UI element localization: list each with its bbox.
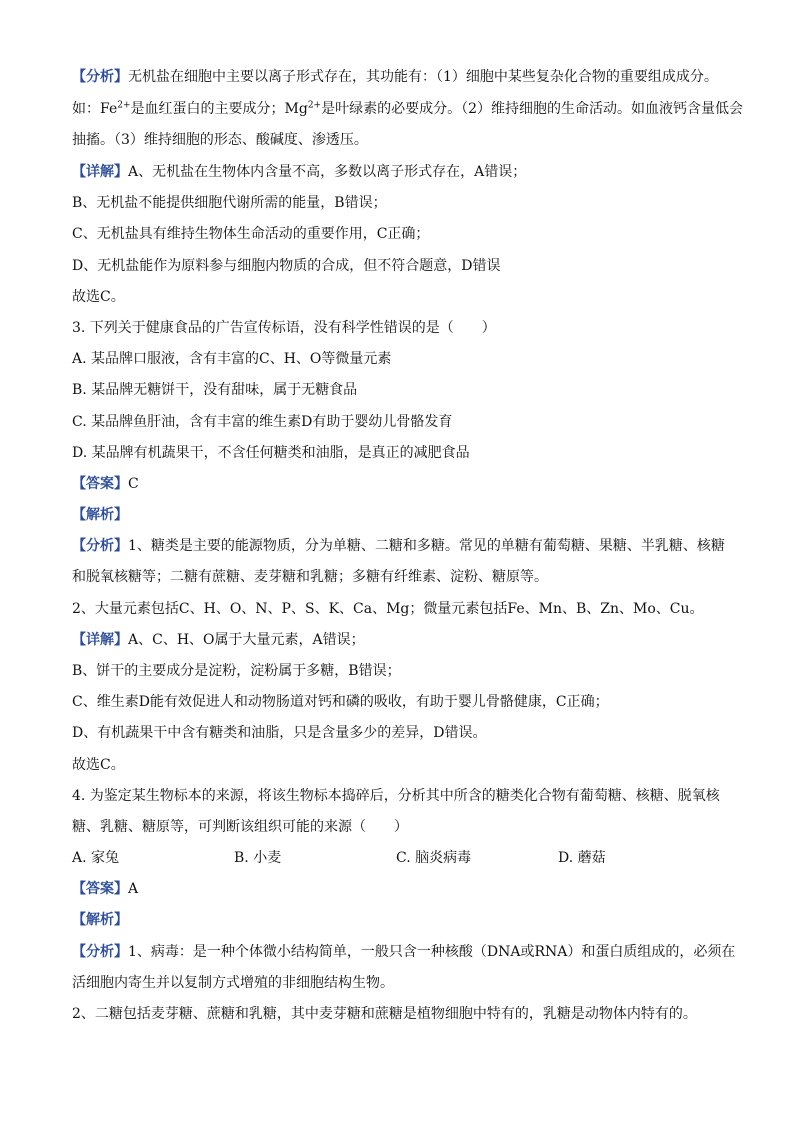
question-3-stem: 3. 下列关于健康食品的广告宣传标语，没有科学性错误的是（ ） xyxy=(72,320,496,336)
analysis-paragraph-line-3: 抽搐。（3）维持细胞的形态、酸碱度、渗透压。 xyxy=(72,132,368,148)
question-3-fx-line-2: 和脱氧核糖等；二糖有蔗糖、麦芽糖和乳糖；多糖有纤维素、淀粉、糖原等。 xyxy=(72,569,548,585)
conclusion-line: 故选C。 xyxy=(72,289,125,305)
question-3-option-d: D. 某品牌有机蔬果干，不含任何糖类和油脂，是真正的减肥食品 xyxy=(72,445,470,461)
question-3-answer xyxy=(72,474,732,494)
fx-tag: 【分析】 xyxy=(72,944,128,960)
detail-tag: 【详解】 xyxy=(72,164,128,180)
question-4-options xyxy=(72,848,732,868)
question-3-xj-line-3: C、维生素D能有效促进人和动物肠道对钙和磷的吸收，有助于婴儿骨骼健康，C正确； xyxy=(72,694,609,710)
question-4-fx-line-2: 活细胞内寄生并以复制方式增殖的非细胞结构生物。 xyxy=(72,975,394,991)
detail-line-c: C、无机盐具有维持生物体生命活动的重要作用，C正确； xyxy=(72,226,430,242)
analysis-paragraph-line-1 xyxy=(72,67,732,87)
text-part: 是血红蛋白的主要成分；Mg xyxy=(130,101,308,117)
question-4-stem-line-2: 糖、乳糖、糖原等，可判断该组织可能的来源（ ） xyxy=(72,819,408,835)
question-3-option-c: C. 某品牌鱼肝油，含有丰富的维生素D有助于婴幼儿骨骼发育 xyxy=(72,414,453,430)
question-4-fx-line-1 xyxy=(72,942,736,962)
fx-text: 1、病毒：是一种个体微小结构简单，一般只含一种核酸（DNA或RNA）和蛋白质组成的，必须在 xyxy=(128,944,736,960)
question-3-analysis-heading xyxy=(72,505,732,525)
question-3-fx-line-1 xyxy=(72,536,732,556)
analysis-heading-tag: 【解析】 xyxy=(72,912,128,928)
analysis-heading-tag: 【解析】 xyxy=(72,507,128,523)
question-4-option-d: D. 蘑菇 xyxy=(558,850,606,866)
answer-value: A xyxy=(128,881,139,897)
superscript: 2+ xyxy=(307,100,322,111)
question-4-option-a: A. 家兔 xyxy=(72,850,120,866)
text-part: 如：Fe xyxy=(72,101,118,117)
fx-tag: 【分析】 xyxy=(72,538,128,554)
detail-text: A、无机盐在生物体内含量不高，多数以离子形式存在，A错误； xyxy=(128,164,527,180)
detail-line-d: D、无机盐能作为原料参与细胞内物质的合成，但不符合题意，D错误 xyxy=(72,258,501,274)
question-3-xj-line-1 xyxy=(72,630,732,650)
detail-line-a xyxy=(72,162,732,182)
question-3-xj-line-4: D、有机蔬果干中含有糖类和油脂，只是含量多少的差异，D错误。 xyxy=(72,725,487,741)
fx-text: 1、糖类是主要的能源物质，分为单糖、二糖和多糖。常见的单糖有葡萄糖、果糖、半乳糖、核糖 xyxy=(128,538,725,554)
question-4-stem-line-1: 4. 为鉴定某生物标本的来源，将该生物标本捣碎后，分析其中所含的糖类化合物有葡萄糖、核糖、脱氧核 xyxy=(72,788,720,804)
xj-text: A、C、H、O属于大量元素，A错误； xyxy=(128,632,365,648)
question-4-fx-line-3: 2、二糖包括麦芽糖、蔗糖和乳糖，其中麦芽糖和蔗糖是植物细胞中特有的，乳糖是动物体内特有的。 xyxy=(72,1006,697,1022)
question-4-analysis-heading xyxy=(72,910,732,930)
question-3-option-b: B. 某品牌无糖饼干，没有甜味，属于无糖食品 xyxy=(72,382,358,398)
superscript: 2+ xyxy=(117,100,131,111)
question-3-xj-line-2: B、饼干的主要成分是淀粉，淀粉属于多糖，B错误； xyxy=(72,663,401,679)
xj-tag: 【详解】 xyxy=(72,632,128,648)
detail-line-b: B、无机盐不能提供细胞代谢所需的能量，B错误； xyxy=(72,195,387,211)
analysis-tag: 【分析】 xyxy=(72,69,128,85)
question-3-conclusion: 故选C。 xyxy=(72,757,125,773)
answer-value: C xyxy=(128,476,139,492)
question-4-option-c: C. 脑炎病毒 xyxy=(396,850,472,866)
answer-tag: 【答案】 xyxy=(72,476,128,492)
text-part: 是叶绿素的必要成分。（2）维持细胞的生命活动。如血液钙含量低会 xyxy=(321,101,743,117)
answer-tag: 【答案】 xyxy=(72,881,128,897)
analysis-paragraph-line-2 xyxy=(72,99,743,119)
question-3-fx-line-3: 2、大量元素包括C、H、O、N、P、S、K、Ca、Mg；微量元素包括Fe、Mn、B、Zn、Mo、Cu。 xyxy=(72,601,704,617)
question-3-option-a: A. 某品牌口服液，含有丰富的C、H、O等微量元素 xyxy=(72,351,392,367)
question-4-answer xyxy=(72,879,732,899)
question-4-option-b: B. 小麦 xyxy=(234,850,282,866)
analysis-text: 无机盐在细胞中主要以离子形式存在，其功能有：（1）细胞中某些复杂化合物的重要组成成分。 xyxy=(128,69,718,85)
